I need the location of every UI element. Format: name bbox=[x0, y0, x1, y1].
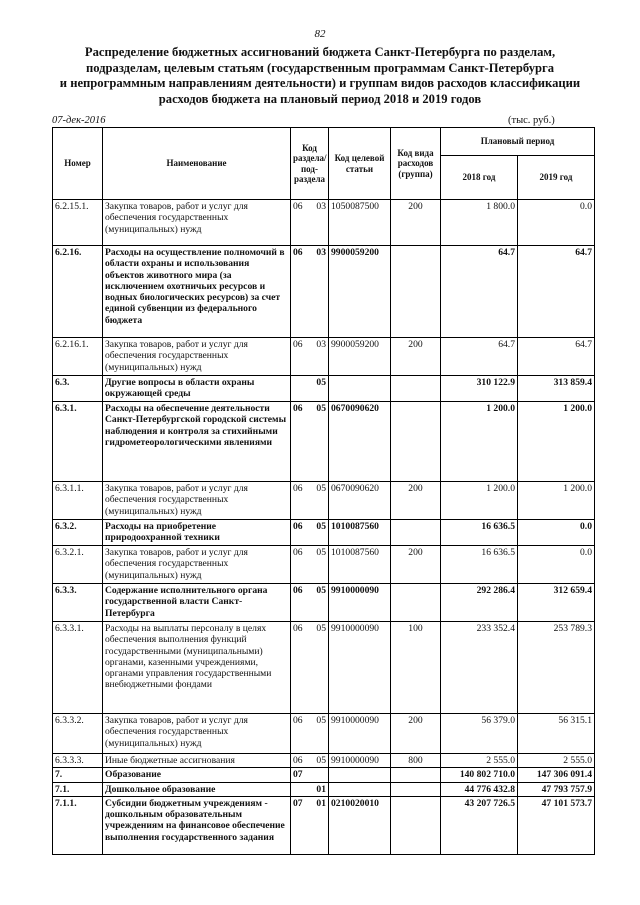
page-number: 82 bbox=[314, 28, 326, 40]
row-target-code: 1010087560 bbox=[329, 520, 391, 546]
header-target-code: Код целевой статьи bbox=[329, 128, 391, 200]
row-section-code: 06 bbox=[291, 754, 311, 768]
row-number: 6.2.15.1. bbox=[53, 200, 103, 246]
row-name: Закупка товаров, работ и услуг для обеспечения государственных (муниципальных) нужд bbox=[103, 200, 291, 246]
row-name: Субсидии бюджетным учреждениям - дошкольным образовательным учреждениям на финансовое обеспечение выполнения государственного задания bbox=[103, 796, 291, 854]
row-amount-2019: 312 659.4 bbox=[518, 584, 595, 622]
row-number: 6.3.3. bbox=[53, 584, 103, 622]
row-number: 6.2.16. bbox=[53, 246, 103, 338]
table-row bbox=[53, 338, 595, 376]
header-number: Номер bbox=[53, 128, 103, 200]
header-year-2018: 2018 год bbox=[441, 156, 518, 200]
row-subsection-code: 03 bbox=[311, 246, 329, 338]
table-row bbox=[53, 546, 595, 584]
row-section-code: 06 bbox=[291, 622, 311, 714]
row-expense-code: 200 bbox=[391, 482, 441, 520]
row-subsection-code: 05 bbox=[311, 482, 329, 520]
row-amount-2019: 64.7 bbox=[518, 338, 595, 376]
header-year-2019: 2019 год bbox=[518, 156, 595, 200]
row-subsection-code: 01 bbox=[311, 782, 329, 796]
document-title bbox=[40, 45, 600, 107]
row-name: Закупка товаров, работ и услуг для обеспечения государственных (муниципальных) нужд bbox=[103, 714, 291, 754]
row-amount-2019: 313 859.4 bbox=[518, 376, 595, 402]
row-target-code bbox=[329, 782, 391, 796]
row-number: 6.2.16.1. bbox=[53, 338, 103, 376]
row-name: Закупка товаров, работ и услуг для обеспечения государственных (муниципальных) нужд bbox=[103, 482, 291, 520]
row-expense-code bbox=[391, 584, 441, 622]
title-line: Распределение бюджетных ассигнований бюджета Санкт-Петербурга по разделам, bbox=[84, 45, 556, 59]
row-number: 6.3.2.1. bbox=[53, 546, 103, 584]
row-amount-2018: 64.7 bbox=[441, 338, 518, 376]
row-section-code bbox=[291, 376, 311, 402]
row-amount-2018: 140 802 710.0 bbox=[441, 768, 518, 782]
row-name: Образование bbox=[103, 768, 291, 782]
table-row bbox=[53, 584, 595, 622]
table-row bbox=[53, 402, 595, 482]
row-name: Расходы на приобретение природоохранной техники bbox=[103, 520, 291, 546]
title-line: и непрограммным направлениям деятельности) и группам видов расходов классификации bbox=[59, 76, 581, 90]
row-target-code: 9910000090 bbox=[329, 584, 391, 622]
row-name: Расходы на выплаты персоналу в целях обеспечения выполнения функций государственными (муниципальными) органами, казенными учреждениями, органами управления государственными внебюджетными фондами bbox=[103, 622, 291, 714]
table-row bbox=[53, 622, 595, 714]
row-section-code: 07 bbox=[291, 768, 311, 782]
row-amount-2019: 47 793 757.9 bbox=[518, 782, 595, 796]
row-name: Иные бюджетные ассигнования bbox=[103, 754, 291, 768]
table-row bbox=[53, 200, 595, 246]
row-target-code bbox=[329, 376, 391, 402]
header-planned-period: Плановый период bbox=[441, 128, 595, 156]
row-number: 6.3.3.1. bbox=[53, 622, 103, 714]
row-amount-2019: 253 789.3 bbox=[518, 622, 595, 714]
row-number: 6.3.1. bbox=[53, 402, 103, 482]
row-expense-code bbox=[391, 520, 441, 546]
row-expense-code: 200 bbox=[391, 714, 441, 754]
row-subsection-code: 05 bbox=[311, 584, 329, 622]
row-number: 6.3. bbox=[53, 376, 103, 402]
table-body bbox=[53, 200, 595, 855]
table-row bbox=[53, 246, 595, 338]
row-subsection-code: 03 bbox=[311, 200, 329, 246]
row-expense-code bbox=[391, 402, 441, 482]
row-amount-2019: 147 306 091.4 bbox=[518, 768, 595, 782]
table-row bbox=[53, 714, 595, 754]
header-name: Наименование bbox=[103, 128, 291, 200]
row-number: 6.3.3.3. bbox=[53, 754, 103, 768]
row-amount-2018: 43 207 726.5 bbox=[441, 796, 518, 854]
row-number: 7.1.1. bbox=[53, 796, 103, 854]
document-date: 07-дек-2016 bbox=[52, 115, 106, 126]
row-amount-2018: 16 636.5 bbox=[441, 520, 518, 546]
row-expense-code: 800 bbox=[391, 754, 441, 768]
row-expense-code: 200 bbox=[391, 200, 441, 246]
row-subsection-code: 05 bbox=[311, 402, 329, 482]
row-target-code: 1010087560 bbox=[329, 546, 391, 584]
row-expense-code bbox=[391, 782, 441, 796]
table-row bbox=[53, 768, 595, 782]
row-target-code: 9910000090 bbox=[329, 622, 391, 714]
row-name: Закупка товаров, работ и услуг для обеспечения государственных (муниципальных) нужд bbox=[103, 546, 291, 584]
row-target-code: 0670090620 bbox=[329, 482, 391, 520]
row-name: Расходы на обеспечение деятельности Санкт-Петербургской городской системы наблюдения и контроля за стихийными гидрометеорологическими явлениями bbox=[103, 402, 291, 482]
row-amount-2018: 233 352.4 bbox=[441, 622, 518, 714]
row-amount-2019: 0.0 bbox=[518, 520, 595, 546]
row-expense-code bbox=[391, 796, 441, 854]
row-expense-code bbox=[391, 376, 441, 402]
row-amount-2018: 1 800.0 bbox=[441, 200, 518, 246]
table-row bbox=[53, 482, 595, 520]
row-section-code: 07 bbox=[291, 796, 311, 854]
row-target-code: 9910000090 bbox=[329, 754, 391, 768]
row-section-code: 06 bbox=[291, 482, 311, 520]
row-amount-2018: 1 200.0 bbox=[441, 402, 518, 482]
row-section-code: 06 bbox=[291, 200, 311, 246]
row-amount-2019: 47 101 573.7 bbox=[518, 796, 595, 854]
row-amount-2018: 310 122.9 bbox=[441, 376, 518, 402]
row-subsection-code: 03 bbox=[311, 338, 329, 376]
units-label: (тыс. руб.) bbox=[508, 115, 555, 126]
row-section-code: 06 bbox=[291, 402, 311, 482]
budget-table bbox=[52, 127, 595, 855]
row-target-code: 0210020010 bbox=[329, 796, 391, 854]
title-line: расходов бюджета на плановый период 2018 и 2019 годов bbox=[158, 91, 482, 106]
row-subsection-code: 05 bbox=[311, 546, 329, 584]
row-name: Закупка товаров, работ и услуг для обеспечения государственных (муниципальных) нужд bbox=[103, 338, 291, 376]
row-amount-2018: 1 200.0 bbox=[441, 482, 518, 520]
row-expense-code: 100 bbox=[391, 622, 441, 714]
row-section-code: 06 bbox=[291, 584, 311, 622]
table-row bbox=[53, 754, 595, 768]
row-amount-2019: 1 200.0 bbox=[518, 482, 595, 520]
header-section-code: Код раздела/ под- раздела bbox=[291, 128, 329, 200]
row-subsection-code: 05 bbox=[311, 714, 329, 754]
row-expense-code: 200 bbox=[391, 338, 441, 376]
row-amount-2019: 0.0 bbox=[518, 200, 595, 246]
row-section-code: 06 bbox=[291, 338, 311, 376]
row-subsection-code: 05 bbox=[311, 754, 329, 768]
row-target-code: 1050087500 bbox=[329, 200, 391, 246]
row-subsection-code bbox=[311, 768, 329, 782]
row-target-code: 9910000090 bbox=[329, 714, 391, 754]
row-expense-code bbox=[391, 768, 441, 782]
row-name: Дошкольное образование bbox=[103, 782, 291, 796]
table-row bbox=[53, 520, 595, 546]
row-name: Содержание исполнительного органа государственной власти Санкт-Петербурга bbox=[103, 584, 291, 622]
row-target-code: 0670090620 bbox=[329, 402, 391, 482]
row-number: 6.3.3.2. bbox=[53, 714, 103, 754]
row-expense-code bbox=[391, 246, 441, 338]
row-amount-2018: 2 555.0 bbox=[441, 754, 518, 768]
row-section-code: 06 bbox=[291, 714, 311, 754]
table-row bbox=[53, 782, 595, 796]
row-amount-2019: 0.0 bbox=[518, 546, 595, 584]
row-section-code bbox=[291, 782, 311, 796]
row-amount-2019: 2 555.0 bbox=[518, 754, 595, 768]
row-target-code: 9900059200 bbox=[329, 246, 391, 338]
row-amount-2018: 56 379.0 bbox=[441, 714, 518, 754]
table-row bbox=[53, 796, 595, 854]
row-number: 7.1. bbox=[53, 782, 103, 796]
row-amount-2018: 16 636.5 bbox=[441, 546, 518, 584]
row-amount-2019: 56 315.1 bbox=[518, 714, 595, 754]
row-amount-2018: 64.7 bbox=[441, 246, 518, 338]
row-number: 6.3.1.1. bbox=[53, 482, 103, 520]
row-amount-2018: 292 286.4 bbox=[441, 584, 518, 622]
row-amount-2019: 64.7 bbox=[518, 246, 595, 338]
row-number: 6.3.2. bbox=[53, 520, 103, 546]
row-subsection-code: 05 bbox=[311, 622, 329, 714]
row-section-code: 06 bbox=[291, 546, 311, 584]
row-section-code: 06 bbox=[291, 520, 311, 546]
table-row bbox=[53, 376, 595, 402]
row-amount-2019: 1 200.0 bbox=[518, 402, 595, 482]
row-number: 7. bbox=[53, 768, 103, 782]
title-line: подразделам, целевым статьям (государственным программам Санкт-Петербурга bbox=[85, 60, 555, 75]
row-name: Другие вопросы в области охраны окружающей среды bbox=[103, 376, 291, 402]
row-subsection-code: 05 bbox=[311, 520, 329, 546]
row-target-code bbox=[329, 768, 391, 782]
row-section-code: 06 bbox=[291, 246, 311, 338]
row-subsection-code: 05 bbox=[311, 376, 329, 402]
row-expense-code: 200 bbox=[391, 546, 441, 584]
row-target-code: 9900059200 bbox=[329, 338, 391, 376]
row-name: Расходы на осуществление полномочий в области охраны и использования объектов животного мира (за исключением охотничьих ресурсов и водных биологических ресурсов) за счет единой субвенции из федерального бюджета bbox=[103, 246, 291, 338]
header-expense-code: Код вида расходов (группа) bbox=[391, 128, 441, 200]
row-subsection-code: 01 bbox=[311, 796, 329, 854]
row-amount-2018: 44 776 432.8 bbox=[441, 782, 518, 796]
